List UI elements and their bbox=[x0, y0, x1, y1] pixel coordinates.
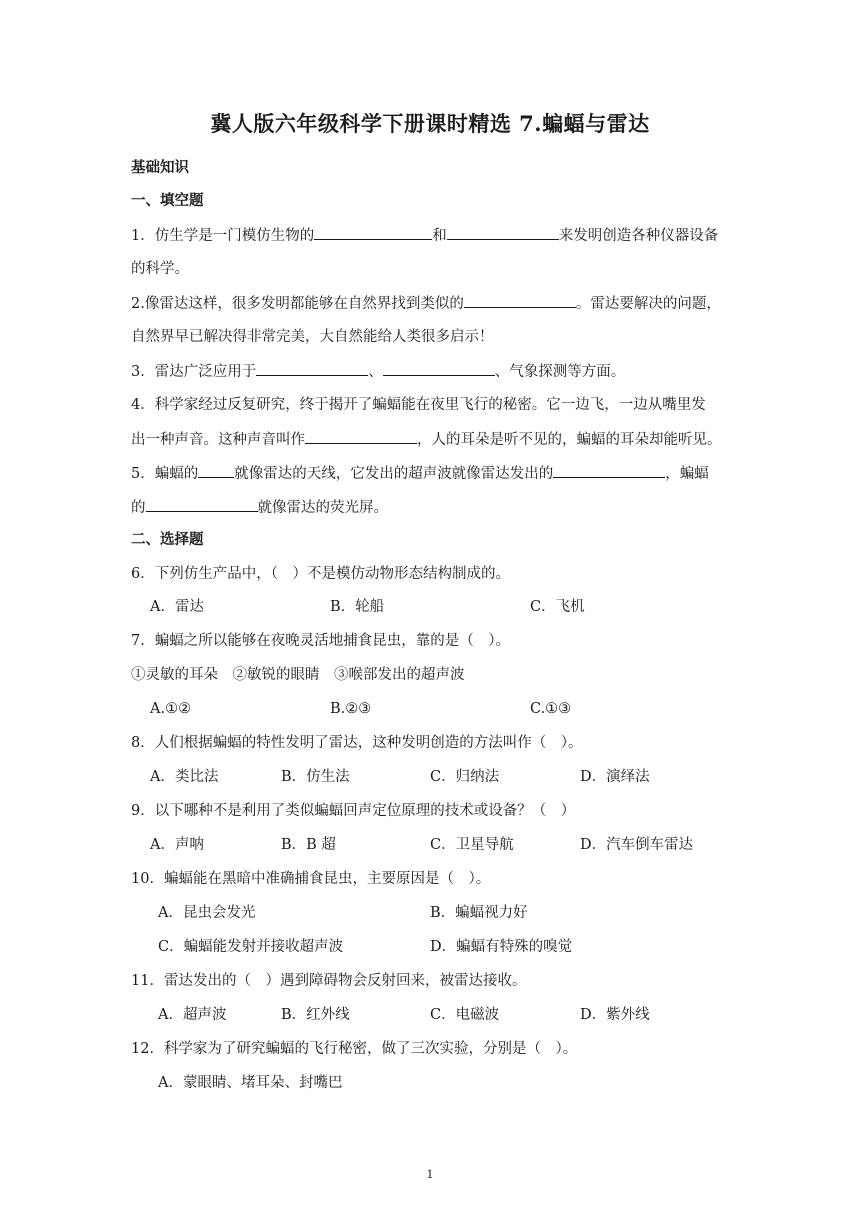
question-9-option-a[interactable]: A．声呐 bbox=[150, 837, 204, 853]
question-7-option-b[interactable]: B.②③ bbox=[330, 701, 372, 717]
question-8-option-c[interactable]: C．归纳法 bbox=[430, 769, 500, 785]
question-2-line-2: 自然界早已解决得非常完美，大自然能给人类很多启示！ bbox=[131, 329, 494, 345]
question-7-option-a[interactable]: A.①② bbox=[150, 701, 192, 717]
question-4-line-1: 4．科学家经过反复研究，终于揭开了蝙蝠能在夜里飞行的秘密。它一边飞，一边从嘴里发 bbox=[131, 397, 706, 413]
question-10-option-a[interactable]: A．昆虫会发光 bbox=[158, 905, 256, 921]
question-7-statements: ①灵敏的耳朵 ②敏锐的眼睛 ③喉部发出的超声波 bbox=[131, 667, 465, 683]
question-4-line-2: 出一种声音。这种声音叫作 ，人的耳朵是听不见的，蝙蝠的耳朵却能听见。 bbox=[131, 429, 722, 450]
answer-blank[interactable] bbox=[198, 463, 234, 478]
answer-blank[interactable] bbox=[256, 361, 368, 376]
question-11-option-b[interactable]: B．红外线 bbox=[281, 1007, 350, 1023]
answer-blank[interactable] bbox=[146, 497, 258, 512]
question-9-option-d[interactable]: D．汽车倒车雷达 bbox=[580, 837, 694, 853]
question-1-line-2: 的科学。 bbox=[131, 261, 189, 277]
question-5-line-1: 5．蝙蝠的 就像雷达的天线，它发出的超声波就像雷达发出的 ，蝙蝠 bbox=[131, 463, 709, 484]
question-6-option-c[interactable]: C．飞机 bbox=[530, 599, 585, 615]
question-7-option-c[interactable]: C.①③ bbox=[530, 701, 572, 717]
question-6-stem: 6．下列仿生产品中，（ ）不是模仿动物形态结构制成的。 bbox=[131, 566, 510, 582]
question-8-option-d[interactable]: D．演绎法 bbox=[580, 769, 650, 785]
section-fill-in-blank: 一、填空题 bbox=[131, 192, 204, 209]
question-11-option-a[interactable]: A．超声波 bbox=[158, 1007, 227, 1023]
question-8-option-a[interactable]: A．类比法 bbox=[150, 769, 219, 785]
question-3: 3．雷达广泛应用于 、 、气象探测等方面。 bbox=[131, 361, 625, 382]
section-multiple-choice: 二、选择题 bbox=[131, 531, 204, 548]
question-6-option-a[interactable]: A．雷达 bbox=[150, 599, 204, 615]
question-9-option-c[interactable]: C．卫星导航 bbox=[430, 837, 514, 853]
question-1-line-1: 1．仿生学是一门模仿生物的 和 来发明创造各种仪器设备 bbox=[131, 225, 718, 246]
question-7-stem: 7．蝙蝠之所以能够在夜晚灵活地捕食昆虫，靠的是（ ）。 bbox=[131, 633, 510, 649]
section-basic-knowledge: 基础知识 bbox=[131, 159, 189, 176]
question-10-option-b[interactable]: B．蝙蝠视力好 bbox=[430, 905, 528, 921]
question-5-line-2: 的 就像雷达的荧光屏。 bbox=[131, 497, 388, 518]
answer-blank[interactable] bbox=[553, 463, 665, 478]
question-10-stem: 10．蝙蝠能在黑暗中准确捕食昆虫，主要原因是（ ）。 bbox=[131, 871, 491, 887]
question-12-stem: 12．科学家为了研究蝙蝠的飞行秘密，做了三次实验，分别是（ ）。 bbox=[131, 1041, 578, 1057]
question-11-option-c[interactable]: C．电磁波 bbox=[430, 1007, 500, 1023]
question-9-stem: 9．以下哪种不是利用了类似蝙蝠回声定位原理的技术或设备？（ ） bbox=[131, 803, 576, 819]
question-10-option-c[interactable]: C．蝙蝠能发射并接收超声波 bbox=[158, 939, 344, 955]
question-11-stem: 11．雷达发出的（ ）遇到障碍物会反射回来，被雷达接收。 bbox=[131, 973, 527, 989]
question-8-stem: 8．人们根据蝙蝠的特性发明了雷达，这种发明创造的方法叫作（ ）。 bbox=[131, 735, 583, 751]
question-11-option-d[interactable]: D．紫外线 bbox=[580, 1007, 650, 1023]
answer-blank[interactable] bbox=[447, 225, 559, 240]
question-12-option-a[interactable]: A．蒙眼睛、堵耳朵、封嘴巴 bbox=[158, 1075, 343, 1091]
question-6-option-b[interactable]: B．轮船 bbox=[330, 599, 385, 615]
answer-blank[interactable] bbox=[314, 225, 432, 240]
page-number: 1 bbox=[426, 1168, 434, 1181]
answer-blank[interactable] bbox=[305, 429, 417, 444]
page-title: 冀人版六年级科学下册课时精选 7.蝙蝠与雷达 bbox=[210, 111, 650, 136]
question-10-option-d[interactable]: D．蝙蝠有特殊的嗅觉 bbox=[430, 939, 573, 955]
answer-blank[interactable] bbox=[383, 361, 495, 376]
question-8-option-b[interactable]: B．仿生法 bbox=[281, 769, 350, 785]
answer-blank[interactable] bbox=[464, 293, 576, 308]
question-2-line-1: 2.像雷达这样，很多发明都能够在自然界找到类似的 。雷达要解决的问题， bbox=[131, 293, 721, 314]
question-9-option-b[interactable]: B．B 超 bbox=[281, 837, 336, 853]
